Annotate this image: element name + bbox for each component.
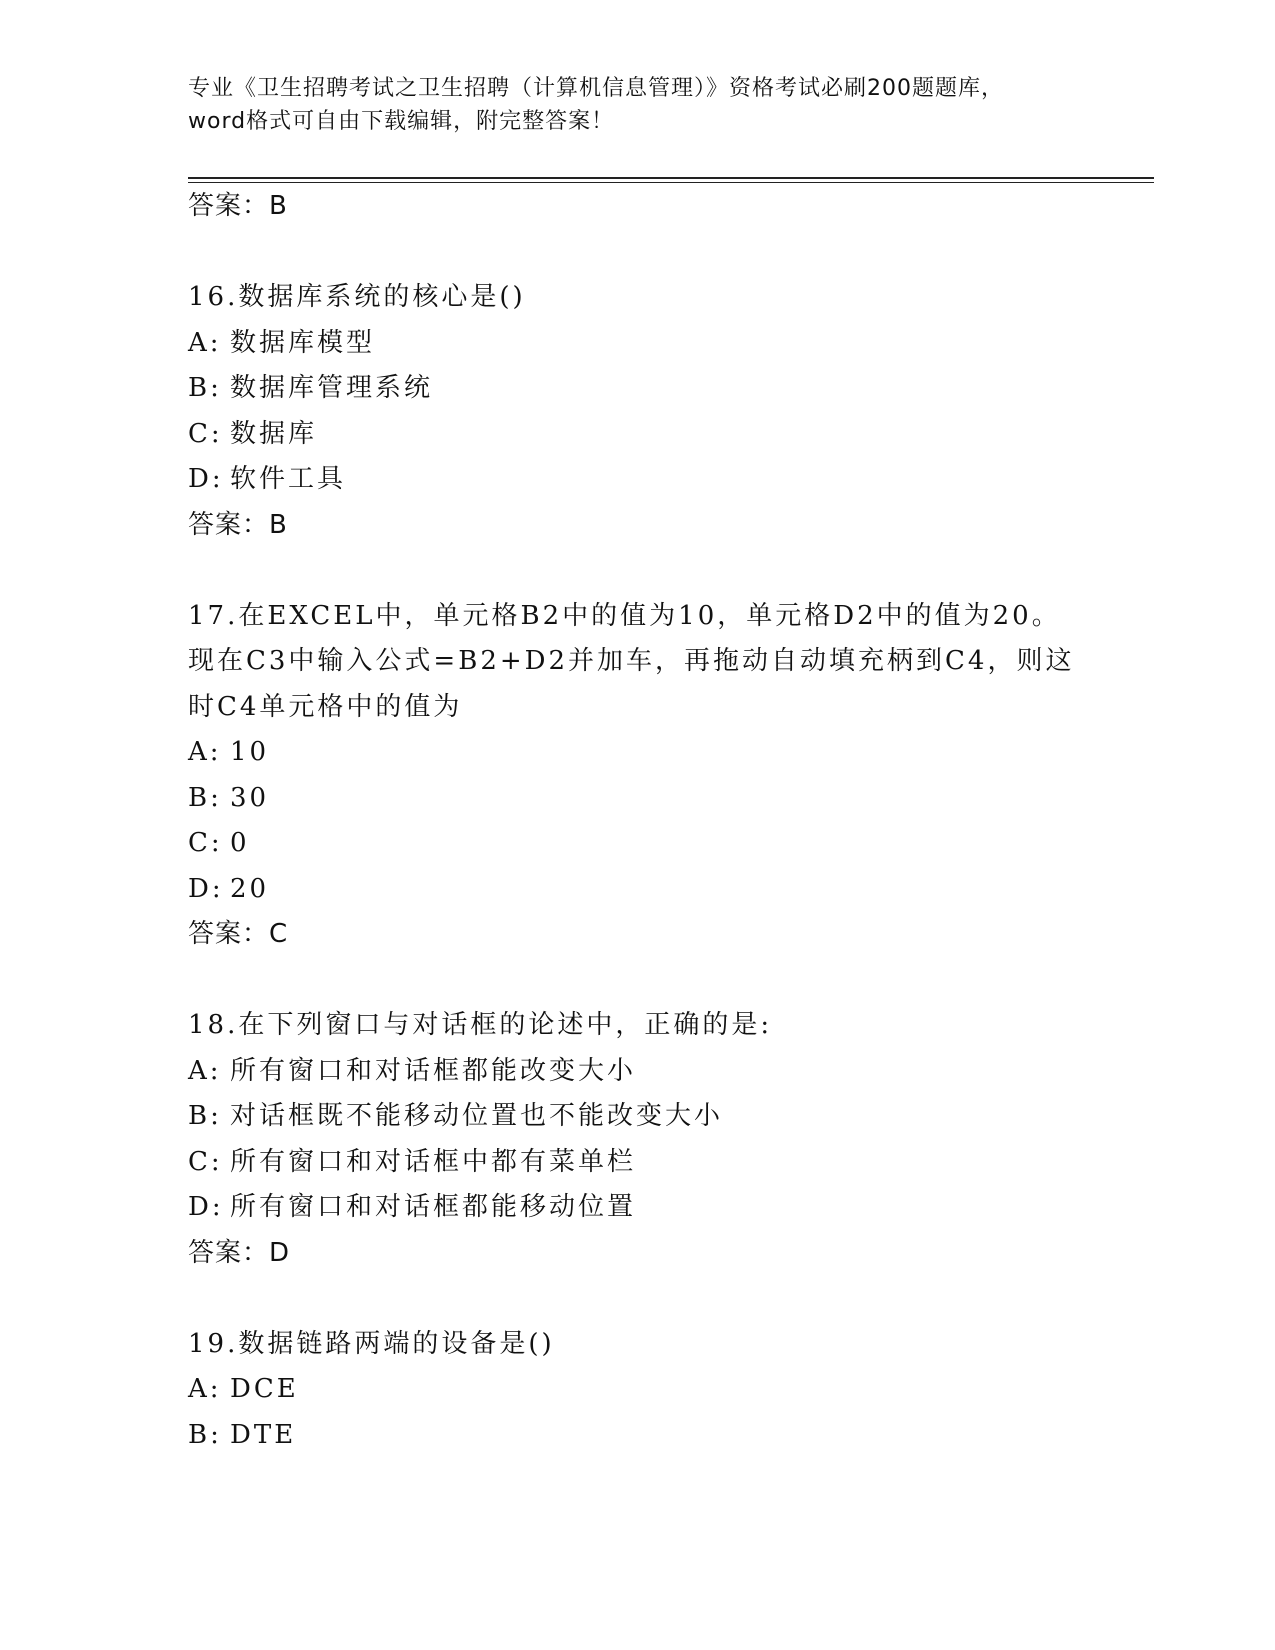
answer-line: 答案：C (188, 919, 289, 949)
option-label: D: (188, 873, 224, 904)
option-text: 数据库模型 (230, 327, 376, 358)
option-a (188, 321, 1088, 367)
option-c (188, 821, 1088, 867)
question-list (188, 184, 1088, 1458)
header-line-1: 专业《卫生招聘考试之卫生招聘（计算机信息管理）》资格考试必刷200题题库， (188, 76, 1004, 101)
option-c (188, 1140, 1088, 1186)
document-header (188, 72, 1088, 138)
option-label: A: (188, 327, 222, 358)
option-text: 0 (230, 828, 250, 858)
option-text: 对话框既不能移动位置也不能改变大小 (230, 1101, 724, 1131)
option-label: B: (188, 373, 222, 403)
spacer (188, 1275, 1088, 1322)
header-line-2: word格式可自由下载编辑，附完整答案！ (188, 109, 615, 134)
option-text: 所有窗口和对话框中都有菜单栏 (230, 1146, 637, 1177)
option-b (188, 366, 1088, 412)
option-b (188, 1413, 1088, 1459)
answer-line: 答案：B (188, 509, 288, 540)
option-d (188, 1185, 1088, 1231)
option-label: A: (188, 737, 222, 767)
option-text: DCE (230, 1374, 299, 1404)
option-label: B: (188, 782, 222, 813)
header-divider (188, 177, 1154, 183)
option-text: 所有窗口和对话框都能改变大小 (230, 1055, 637, 1086)
spacer (188, 956, 1088, 1003)
option-text: 所有窗口和对话框都能移动位置 (230, 1192, 637, 1222)
question-16 (188, 275, 1088, 547)
spacer (188, 547, 1088, 594)
question-17 (188, 594, 1088, 957)
option-d (188, 867, 1088, 913)
option-text: 数据库 (230, 418, 318, 449)
option-text: 20 (230, 873, 270, 904)
option-a (188, 1049, 1088, 1095)
option-label: A: (188, 1055, 222, 1086)
option-label: A: (188, 1374, 222, 1404)
option-label: C: (188, 418, 223, 449)
option-text: 30 (230, 782, 270, 813)
option-d (188, 457, 1088, 503)
question-18 (188, 1003, 1088, 1275)
option-b (188, 776, 1088, 822)
option-label: C: (188, 828, 223, 858)
option-a (188, 730, 1088, 776)
option-b (188, 1094, 1088, 1140)
option-label: B: (188, 1101, 222, 1131)
option-label: C: (188, 1146, 223, 1177)
answer-line: 答案：B (188, 191, 288, 221)
question-text: 16.数据库系统的核心是() (188, 282, 526, 312)
question-text: 19.数据链路两端的设备是() (188, 1328, 555, 1359)
option-c (188, 412, 1088, 458)
answer-line: 答案：D (188, 1237, 291, 1268)
spacer (188, 228, 1088, 275)
option-text: 软件工具 (230, 464, 347, 494)
option-a (188, 1367, 1088, 1413)
question-19 (188, 1322, 1088, 1459)
option-text: DTE (230, 1419, 297, 1450)
option-label: B: (188, 1419, 222, 1450)
option-label: D: (188, 464, 224, 494)
option-text: 10 (230, 737, 270, 767)
option-text: 数据库管理系统 (230, 373, 434, 403)
question-text: 18.在下列窗口与对话框的论述中，正确的是: (188, 1010, 773, 1040)
option-label: D: (188, 1192, 224, 1222)
question-text: 17.在EXCEL中，单元格B2中的值为10，单元格D2中的值为20。现在C3中输入公式=B2+D2并加车，再拖动自动填充柄到C4，则这时C4单元格中的值为 (188, 600, 1075, 722)
